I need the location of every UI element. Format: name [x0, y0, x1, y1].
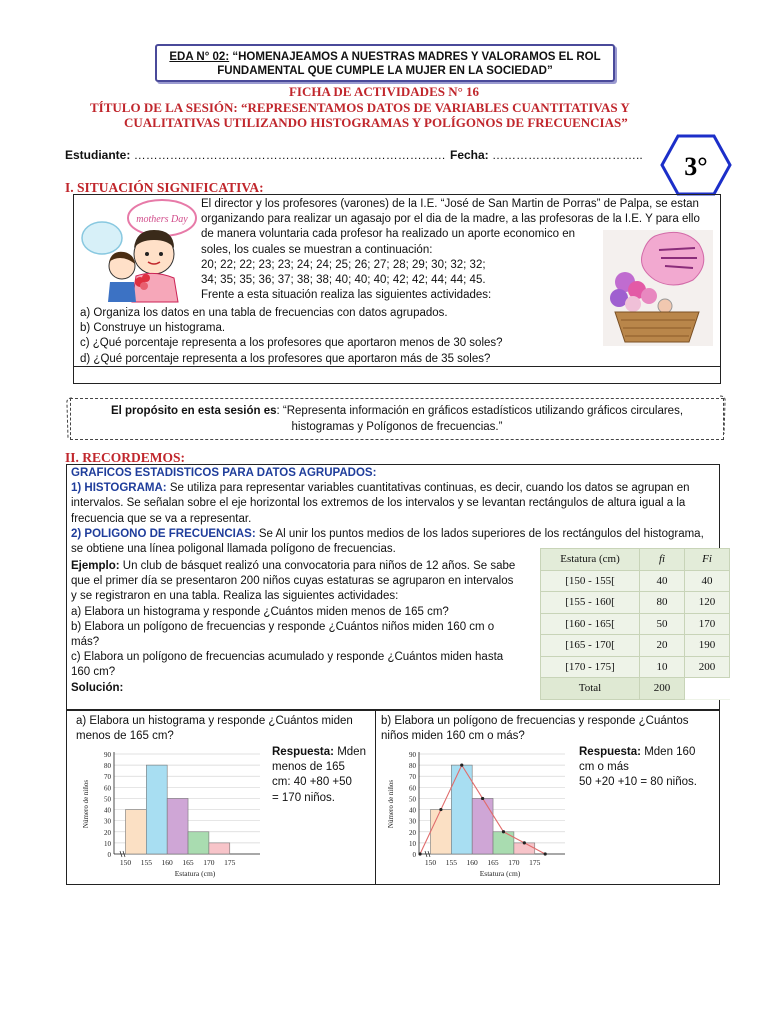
mothers-day-clipart: [78, 196, 200, 304]
table-cell: 50: [640, 613, 685, 635]
table-cell: [165 - 170[: [541, 635, 640, 657]
table-cell: 20: [640, 635, 685, 657]
situation-line: de manera voluntaria cada profesor ha realizado un aporte economico en: [201, 228, 575, 241]
part-a-question: a) Elabora un histograma y responde ¿Cuántos miden menos de 165 cm?: [76, 715, 353, 742]
purpose-line1: [71, 403, 723, 419]
x-axis-label: Estatura (cm): [174, 869, 216, 878]
example-line: b) Elabora un polígono de frecuencias y responde ¿Cuántos niños miden 160 cm o: [71, 620, 495, 633]
situation-line: Frente a esta situación realiza las siguientes actividades:: [201, 289, 492, 302]
y-tick-label: 20: [104, 828, 111, 837]
table-cell: 40: [640, 570, 685, 592]
student-label: Estudiante:: [65, 148, 131, 162]
example-line: [71, 559, 521, 574]
polygon-point: [418, 852, 421, 855]
table-cell: [170 - 175]: [541, 656, 640, 678]
y-tick-label: 40: [409, 806, 416, 815]
solution-label: Solución:: [71, 681, 124, 694]
situation-line: soles, los cuales se muestran a continuación:: [201, 243, 433, 256]
data-values-line: 34; 35; 35; 36; 37; 38; 38; 40; 40; 40; 42; 42; 44; 44; 45.: [201, 274, 486, 287]
table-row: [541, 613, 730, 635]
x-tick-label: 165: [487, 858, 499, 867]
example-text: [71, 559, 521, 696]
answer-text: Mden: [334, 746, 366, 758]
histogram-bar: [472, 798, 493, 854]
eda-text: “HOMENAJEAMOS A NUESTRAS MADRES Y VALORAMOS EL ROL FUNDAMENTAL QUE CUMPLE LA MUJER EN LA SOCIEDAD”: [217, 51, 601, 77]
eda-label: EDA N° 02:: [169, 51, 230, 63]
student-row: [65, 148, 446, 162]
y-tick-label: 50: [104, 795, 111, 804]
histogram-bar: [188, 832, 209, 854]
grade-hexagon: [660, 134, 732, 196]
table-cell: [160 - 165[: [541, 613, 640, 635]
y-tick-label: 60: [409, 784, 416, 793]
y-tick-label: 90: [104, 751, 111, 759]
situation-text: [201, 197, 717, 303]
histogram-label: 1) HISTOGRAMA:: [71, 482, 167, 495]
part-a-answer: [272, 745, 372, 806]
frequency-polygon-chart: [383, 746, 573, 882]
histogram-bar: [146, 765, 167, 854]
x-tick-label: 160: [466, 858, 478, 867]
recordemos-text: [71, 466, 716, 557]
fecha-row: [450, 148, 643, 162]
x-tick-label: 155: [445, 858, 457, 867]
table-cell: 170: [685, 613, 730, 635]
table-row: [541, 656, 730, 678]
student-field[interactable]: ……………………………………………………………………: [133, 148, 446, 162]
answer-line: cm o más: [579, 761, 629, 774]
y-axis-label: Número de niños: [387, 779, 395, 829]
part-b-question: b) Elabora un polígono de frecuencias y responde ¿Cuántos niños miden 160 cm o más?: [381, 715, 689, 742]
session-title: [90, 100, 690, 130]
y-tick-label: 20: [409, 828, 416, 837]
frequency-table: [540, 548, 730, 700]
section2-heading: II. RECORDEMOS:: [65, 450, 186, 465]
table-cell: 10: [640, 656, 685, 678]
histogram-bar: [167, 798, 188, 854]
x-tick-label: 170: [508, 858, 520, 867]
session-title-line2: CUALITATIVAS UTILIZANDO HISTOGRAMAS Y POLÍGONOS DE FRECUENCIAS”: [124, 115, 628, 130]
scroll-curl-right-icon: [716, 390, 728, 440]
activity-item: a) Organiza los datos en una tabla de frecuencias con datos agrupados.: [80, 307, 448, 319]
answer-line: cm: 40 +80 +50: [272, 776, 352, 789]
polygon-point: [502, 830, 505, 833]
example-line: que el primer día se presentaron 200 niños cuyas estaturas se agruparon en intervalos: [71, 575, 514, 588]
grade-text: 3°: [684, 152, 708, 181]
grouped-data-heading: GRAFICOS ESTADISTICOS PARA DATOS AGRUPADOS:: [71, 467, 377, 479]
answer-line: 50 +20 +10 = 80 niños.: [579, 776, 697, 789]
polygon-def-line1: [71, 527, 716, 542]
y-tick-label: 60: [104, 784, 111, 793]
example-line: a) Elabora un histograma y responde ¿Cuántos miden menos de 165 cm?: [71, 605, 449, 618]
x-tick-label: 165: [182, 858, 194, 867]
eda-header: [155, 44, 615, 82]
fecha-field[interactable]: ………………………………..: [492, 148, 643, 162]
histogram-bar: [125, 810, 146, 854]
x-axis-label: Estatura (cm): [479, 869, 521, 878]
y-tick-label: 0: [412, 851, 416, 859]
clipart-bubble-text: mothers Day: [136, 214, 188, 225]
y-tick-label: 50: [409, 795, 416, 804]
polygon-point: [481, 797, 484, 800]
example-text-first: Un club de básquet realizó una convocatoria para niños de 12 años. Se sabe: [119, 560, 516, 572]
section1-heading: I. SITUACIÓN SIGNIFICATIVA:: [65, 180, 264, 195]
y-tick-label: 10: [409, 839, 416, 848]
part-b-answer: [579, 745, 719, 791]
y-tick-label: 90: [409, 751, 416, 759]
example-line: 160 cm?: [71, 666, 116, 679]
col-header-Fi: Fi: [685, 549, 730, 571]
purpose-box: [70, 398, 724, 440]
ficha-title: FICHA DE ACTIVIDADES N° 16: [288, 84, 480, 99]
x-tick-label: 155: [140, 858, 152, 867]
table-header-row: [541, 549, 730, 571]
activity-item: c) ¿Qué porcentaje representa a los profesores que aportaron menos de 30 soles?: [80, 337, 503, 350]
y-tick-label: 80: [104, 762, 111, 771]
histogram-def-line1: [71, 481, 716, 496]
x-tick-label: 160: [161, 858, 173, 867]
y-tick-label: 70: [104, 773, 111, 782]
table-row: [541, 592, 730, 614]
answer-line: [579, 745, 719, 760]
x-tick-label: 175: [529, 858, 541, 867]
activity-item: d) ¿Qué porcentaje representa a los profesores que aportaron más de 35 soles?: [80, 352, 491, 365]
table-cell: [155 - 160[: [541, 592, 640, 614]
purpose-text2: histogramas y Polígonos de frecuencias.”: [291, 421, 503, 433]
table-empty-cell: [685, 678, 730, 700]
x-tick-label: 170: [203, 858, 215, 867]
histogram-def-line2: intervalos. Se señalan sobre el eje horizontal los extremos de los intervalos y se levantan rectángulos de altura igual a la: [71, 497, 686, 510]
y-tick-label: 30: [409, 817, 416, 826]
histogram-def-line3: frecuencia que se va a representar.: [71, 512, 252, 525]
table-cell: 190: [685, 635, 730, 657]
table-cell: 120: [685, 592, 730, 614]
fecha-label: Fecha:: [450, 148, 489, 162]
total-value: 200: [640, 678, 685, 700]
col-header-fi: fi: [640, 549, 685, 571]
answer-label: Respuesta:: [579, 746, 641, 758]
histogram-bar: [430, 810, 451, 854]
purpose-label: El propósito en esta sesión es: [110, 405, 277, 417]
histogram-bar: [451, 765, 472, 854]
table-cell: 200: [685, 656, 730, 678]
histogram-def-text: Se utiliza para representar variables cuantitativas continuas, es decir, cuando los datos se agrupan en: [166, 482, 690, 495]
histogram-bar: [209, 843, 230, 854]
answer-line: menos de 165: [272, 761, 345, 774]
histogram-chart: [78, 746, 268, 882]
polygon-point: [544, 852, 547, 855]
answer-label: Respuesta:: [272, 746, 334, 758]
table-cell: 40: [685, 570, 730, 592]
answer-line: = 170 niños.: [272, 791, 335, 804]
y-tick-label: 10: [104, 839, 111, 848]
situation-line: organizando para realizar un agasajo por el dia de la madre, a las profesoras de la I.E. Y para ello: [201, 213, 700, 226]
polygon-def-text: Se Al unir los puntos medios de los lados superiores de los rectángulos del histograma,: [255, 527, 704, 540]
table-cell: 80: [640, 592, 685, 614]
x-tick-label: 150: [119, 858, 132, 867]
y-tick-label: 70: [409, 773, 416, 782]
activity-item: b) Construye un histograma.: [80, 322, 226, 335]
total-label: Total: [541, 678, 640, 700]
example-label: Ejemplo:: [71, 560, 120, 572]
activities-list: [80, 306, 710, 367]
y-tick-label: 80: [409, 762, 416, 771]
y-axis-label: Número de niños: [82, 779, 90, 829]
table-row: [541, 635, 730, 657]
polygon-point: [439, 808, 442, 811]
table-cell: [150 - 155[: [541, 570, 640, 592]
example-line: más?: [71, 636, 100, 649]
answer-line: [272, 745, 372, 760]
table-total-row: [541, 678, 730, 700]
polygon-label: 2) POLIGONO DE FRECUENCIAS:: [71, 527, 256, 540]
histogram-bar: [514, 843, 535, 854]
x-tick-label: 175: [224, 858, 236, 867]
x-tick-label: 150: [424, 858, 437, 867]
y-tick-label: 0: [107, 851, 111, 859]
table-row: [541, 570, 730, 592]
answer-text: Mden 160: [641, 746, 696, 758]
solution-divider: [375, 710, 376, 885]
polygon-point: [460, 764, 463, 767]
data-values-line: 20; 22; 22; 23; 23; 24; 24; 25; 26; 27; 28; 29; 30; 32; 32;: [201, 258, 486, 271]
scroll-curl-left-icon: [64, 394, 76, 444]
situation-line: El director y los profesores (varones) de la I.E. “José de San Martin de Porras” de Palpa, se estan: [201, 198, 699, 210]
col-header-estatura: Estatura (cm): [541, 549, 640, 571]
session-title-line1: TÍTULO DE LA SESIÓN: “REPRESENTAMOS DATOS DE VARIABLES CUANTITATIVAS Y: [90, 100, 630, 115]
y-tick-label: 40: [104, 806, 111, 815]
y-tick-label: 30: [104, 817, 111, 826]
polygon-def-line2: se obtiene una línea poligonal llamada polígono de frecuencias.: [71, 543, 396, 556]
purpose-text1: : “Representa información en gráficos estadísticos utilizando gráficos circulares,: [276, 405, 684, 417]
example-line: y se registraron en una tabla. Realiza las siguientes actividades:: [71, 590, 399, 603]
polygon-point: [523, 841, 526, 844]
example-line: c) Elabora un polígono de frecuencias acumulado y responde ¿Cuántos miden hasta: [71, 651, 504, 664]
